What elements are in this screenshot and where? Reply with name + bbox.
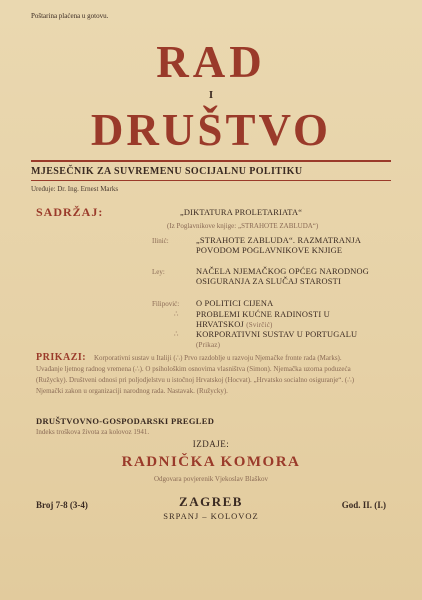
- contents-label: SADRŽAJ:: [36, 205, 104, 219]
- reviews-text: Korporativni sustav u Italiji (∴) Prvo razdoblje u razvoju Njemačke fronte rada (Marks). Uvađanje ljetnog radnog vremena (∴). O psihološkim osnovima vlasništva (Simon). Njemačka uzorna poduzeća (Ružycky). Društveni odnosi pri poljodjelstvu u istočnoj Hrvatskoj (Hocvat). „Hrvatsko socialno osiguranje“. (∴) Njemački zakon u organizaciji narodnog rada. Nastavak. (Ružycky).: [36, 354, 355, 395]
- publisher-name: RADNIČKA KOMORA: [121, 454, 301, 470]
- responsible-editor: Odgovara povjerenik Vjekoslav Blaškov: [154, 475, 268, 483]
- contents-entry-title: O POLITICI CIJENA: [196, 299, 274, 308]
- economic-section-title: DRUŠTVOVNO-GOSPODARSKI PREGLED: [36, 416, 215, 426]
- title-line-1: RAD: [156, 37, 266, 87]
- issue-number: Broj 7-8 (3-4): [36, 500, 88, 510]
- publication-city: ZAGREB: [179, 494, 243, 509]
- title-divider: [31, 160, 391, 162]
- subtitle: MJESEČNIK ZA SUVREMENU SOCIJALNU POLITIKU: [31, 166, 303, 177]
- contents-entry-note: (Prikaz): [196, 341, 221, 349]
- contents-entry-author: Ilinić:: [152, 237, 169, 245]
- contents-entry-title: (Iz Poglavnikove knjige: „STRAHOTE ZABLUDA“): [167, 222, 319, 230]
- contents-entry-title: NAČELA NJEMAČKOG OPĆEG NARODNOG OSIGURANJA ZA SLUČAJ STAROSTI: [196, 267, 370, 286]
- contents-entry-title-text: PROBLEMI KUĆNE RADINOSTI U HRVATSKOJ: [196, 310, 330, 329]
- contents-entry-title-text: KORPORATIVNI SUSTAV U PORTUGALU: [196, 330, 358, 339]
- contents-entry-title: [196, 330, 371, 350]
- contents-entry-title: „STRAHOTE ZABLUDA“. RAZMATRANJA POVODOM POGLAVNIKOVE KNJIGE: [196, 236, 361, 255]
- contents-entry-note: (Svirčić): [246, 321, 273, 329]
- contents-entry-title: [196, 310, 371, 330]
- title-connector: I: [208, 89, 214, 101]
- editor-line: Uređuje: Dr. Ing. Ernest Marks: [31, 185, 119, 193]
- subtitle-divider: [31, 180, 391, 181]
- economic-section-note: Indeks troškova života za kolovoz 1941.: [36, 428, 150, 436]
- contents-entry-title: „DIKTATURA PROLETARIATA“: [180, 208, 303, 217]
- publication-year: God. II. (I.): [341, 500, 386, 510]
- postal-note: Poštarina plaćena u gotovu.: [31, 12, 109, 20]
- contents-entry-author: ∴: [174, 330, 179, 338]
- contents-entry-author: ∴: [174, 310, 179, 318]
- title-line-2: DRUŠTVO: [90, 105, 332, 155]
- contents-entry-author: Ley:: [152, 268, 165, 276]
- publication-months: SRPANJ – KOLOVOZ: [163, 511, 259, 521]
- reviews-label: PRIKAZI:: [36, 352, 87, 363]
- publisher-label: IZDAJE:: [192, 439, 230, 449]
- contents-entry-author: Filipović:: [152, 300, 180, 308]
